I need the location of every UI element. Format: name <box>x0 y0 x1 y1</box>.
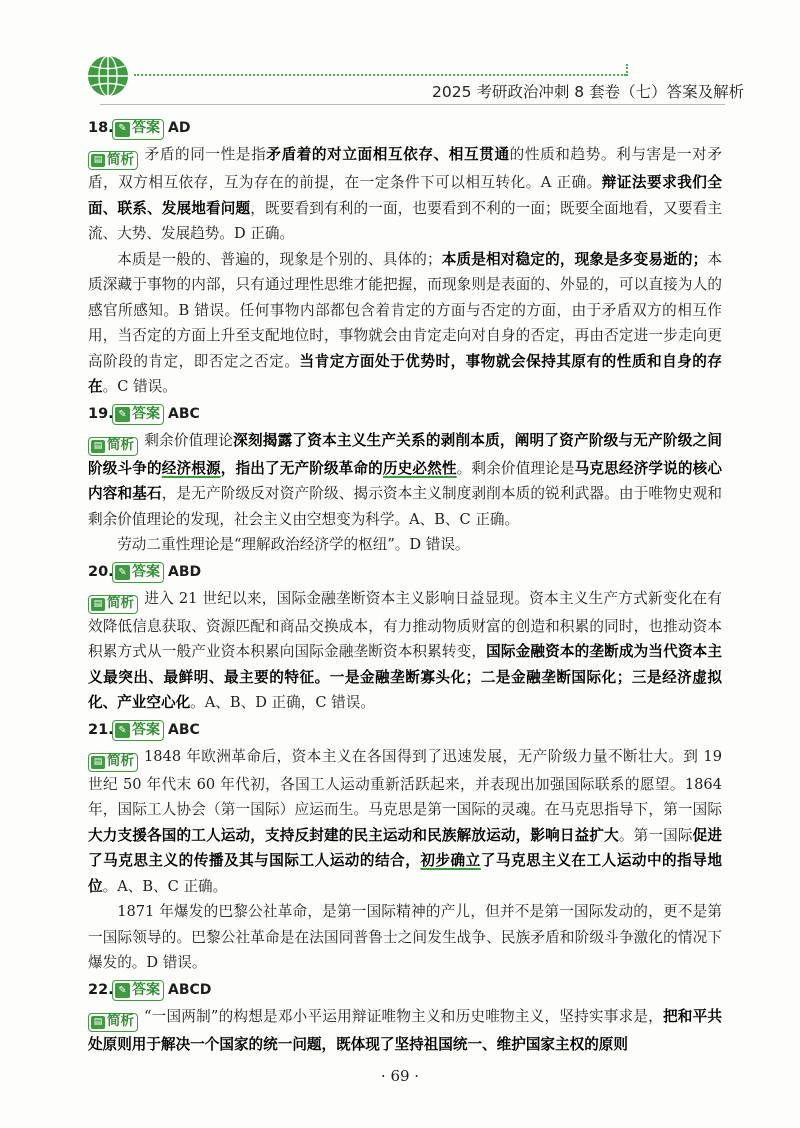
body-text: 。第一国际 <box>618 826 693 844</box>
analysis-paragraph <box>88 1004 722 1058</box>
answer-label: 答案 <box>132 405 160 422</box>
page-title: 2025 考研政治冲刺 8 套卷（七）答案及解析 <box>432 83 745 101</box>
question-block <box>88 978 722 1058</box>
body-text: 。C 错误。 <box>102 378 177 395</box>
book-icon: ▤ <box>91 756 105 769</box>
book-icon: ▤ <box>91 154 105 167</box>
body-text: 。A、B、C 正确。 <box>102 877 228 895</box>
body-text: 本质深藏于事物的内部，只有通过理性思维才能把握，而现象则是表面的、外显的，可以直接为人的感官所感知。B 错误。任何事物内部都包含着肯定的方面与否定的方面，由于矛盾双方的相互作用，当否定的方面上升至支配地位时，事物就会由肯定走向对自身的否定，再由否定进一步走向更高阶段的肯定，即否定之否定。 <box>88 250 722 370</box>
answer-label: 答案 <box>132 120 160 137</box>
analysis-paragraph <box>88 586 722 716</box>
edit-icon: ✎ <box>115 723 130 738</box>
emphasis-text: 深刻揭露了资本主义生产关系的剥削本质，阐明了资产阶级与无产阶级之间阶级斗争的 <box>88 431 722 477</box>
answer-label: 答案 <box>132 563 160 580</box>
analysis-badge <box>88 753 138 772</box>
edit-icon: ✎ <box>115 122 130 137</box>
header-dotted-tick <box>626 64 628 76</box>
edit-icon: ✎ <box>115 983 130 998</box>
analysis-label: 简析 <box>107 753 134 770</box>
analysis-label: 简析 <box>107 1013 134 1030</box>
analysis-paragraph-continued <box>88 247 722 400</box>
emphasis-text: ，指出了无产阶级革命的 <box>220 459 383 477</box>
emphasis-text: 把和平共处原则用于解决一个国家的统一问题，既体现了坚持祖国统一、维护国家主权的原则 <box>88 1007 722 1053</box>
answer-value: ABC <box>168 721 200 738</box>
analysis-paragraph <box>88 428 722 533</box>
body-text: 劳动二重性理论是“理解政治经济学的枢纽”。D 错误。 <box>117 536 470 553</box>
emphasis-text: 历史必然性 <box>382 459 457 477</box>
analysis-paragraph-continued <box>88 532 722 558</box>
body-text: 1848 年欧洲革命后，资本主义在各国得到了迅速发展，无产阶级力量不断壮大。到 19 世纪 50 年代末 60 年代初，各国工人运动重新活跃起来，并表现出加强国际联系的愿望。1864 年，国际工人协会（第一国际）应运而生。马克思是第一国际的灵魂。在马克思指导下，第一国际 <box>88 747 722 818</box>
question-number: 18. <box>88 120 114 137</box>
answer-badge <box>112 119 164 140</box>
analysis-label: 简析 <box>107 151 134 168</box>
analysis-paragraph <box>88 142 722 247</box>
answer-content <box>88 114 722 1057</box>
question-block <box>88 116 722 400</box>
body-text: 。A、B、D 正确，C 错误。 <box>190 694 375 711</box>
header-dotted-line <box>134 74 626 76</box>
emphasis-text: 马克思经济学说的核心内容和基石 <box>88 459 722 502</box>
answer-value: AD <box>168 120 191 137</box>
body-text: 1871 年爆发的巴黎公社革命，是第一国际精神的产儿，但并不是第一国际发动的，更不是第一国际领导的。巴黎公社革命是在法国同普鲁士之间发生战争、民族矛盾和阶级斗争激化的情况下爆发的。D 错误。 <box>88 903 722 971</box>
emphasis-text: 了马克思主义在工人运动中的指导地位 <box>88 852 722 895</box>
book-icon: ▤ <box>91 598 105 611</box>
analysis-paragraph <box>88 744 722 900</box>
emphasis-text: 经济根源 <box>161 459 221 477</box>
analysis-badge <box>88 151 138 170</box>
emphasis-text: 促进了马克思主义的传播及其与国际工人运动的结合， <box>88 826 722 869</box>
body-text: 本质是一般的、普遍的，现象是个别的、具体的； <box>117 250 442 268</box>
body-text: 。剩余价值理论是 <box>456 459 575 477</box>
edit-icon: ✎ <box>115 407 130 422</box>
analysis-badge <box>88 1013 138 1032</box>
body-text: “一国两制”的构想是邓小平运用辩证唯物主义和历史唯物主义，坚持实事求是， <box>144 1007 663 1025</box>
answer-badge <box>112 720 164 741</box>
answer-row <box>88 560 722 586</box>
answer-row <box>88 718 722 744</box>
emphasis-text: 国际金融资本的垄断成为当代资本主义最突出、最鲜明、最主要的特征。一是金融垄断寡头化；二是金融垄断国际化；三是经济虚拟化、产业空心化 <box>88 643 722 711</box>
emphasis-text: 辩证法要求我们全面、联系、发展地看问题 <box>88 174 722 217</box>
body-text: 进入 21 世纪以来，国际金融垄断资本主义影响日益显现。资本主义生产方式新变化在有效降低信息获取、资源匹配和商品交换成本，有力推动物质财富的创造和积累的同时，也推动资本积累方式从一般产业资本积累向国际金融垄断资本积累转变， <box>88 589 722 660</box>
page-header <box>0 0 800 110</box>
answer-row <box>88 402 722 428</box>
question-block <box>88 402 722 558</box>
answer-label: 答案 <box>132 721 160 738</box>
question-number: 22. <box>88 981 114 998</box>
analysis-paragraph-continued <box>88 899 722 976</box>
edit-icon: ✎ <box>115 565 130 580</box>
answer-badge <box>112 404 164 425</box>
answer-badge <box>112 562 164 583</box>
question-block <box>88 718 722 976</box>
globe-icon <box>86 54 130 98</box>
analysis-label: 简析 <box>107 595 134 612</box>
body-text: ，既要看到有利的一面，也要看到不利的一面；既要全面地看，又要看主流、大势、发展趋势。D 正确。 <box>88 199 722 242</box>
answer-value: ABD <box>168 563 202 580</box>
analysis-badge <box>88 595 138 614</box>
emphasis-text: 大力支援各国的工人运动，支持反封建的民主运动和民族解放运动，影响日益扩大 <box>88 826 619 844</box>
question-number: 19. <box>88 405 114 422</box>
header-divider <box>100 104 725 105</box>
body-text: ，是无产阶级反对资产阶级、揭示资本主义制度剥削本质的锐利武器。由于唯物史观和剩余价值理论的发现，社会主义由空想变为科学。A、B、C 正确。 <box>88 485 722 528</box>
body-text: 剩余价值理论 <box>144 431 234 449</box>
page-number: · 69 · <box>380 1067 420 1085</box>
emphasis-text: 本质是相对稳定的，现象是多变易逝的； <box>441 250 708 268</box>
analysis-badge <box>88 437 138 456</box>
answer-badge <box>112 980 164 1001</box>
answer-row <box>88 116 722 142</box>
emphasis-text: 矛盾着的对立面相互依存、相互贯通 <box>266 146 510 163</box>
book-icon: ▤ <box>91 1016 105 1029</box>
question-number: 21. <box>88 721 114 738</box>
answer-row <box>88 978 722 1004</box>
body-text: 的性质和趋势。利与害是一对矛盾，双方相互依存，互为存在的前提，在一定条件下可以相互转化。A 正确。 <box>88 146 722 191</box>
answer-value: ABCD <box>168 981 212 998</box>
answer-value: ABC <box>168 405 200 422</box>
book-icon: ▤ <box>91 440 105 453</box>
body-text: 矛盾的同一性是指 <box>144 146 267 163</box>
analysis-label: 简析 <box>107 437 134 454</box>
emphasis-text: 初步确立 <box>420 852 481 869</box>
emphasis-text: 当肯定方面处于优势时，事物就会保持其原有的性质和自身的存在 <box>88 352 722 395</box>
answer-label: 答案 <box>132 981 160 998</box>
question-number: 20. <box>88 563 114 580</box>
question-block <box>88 560 722 716</box>
